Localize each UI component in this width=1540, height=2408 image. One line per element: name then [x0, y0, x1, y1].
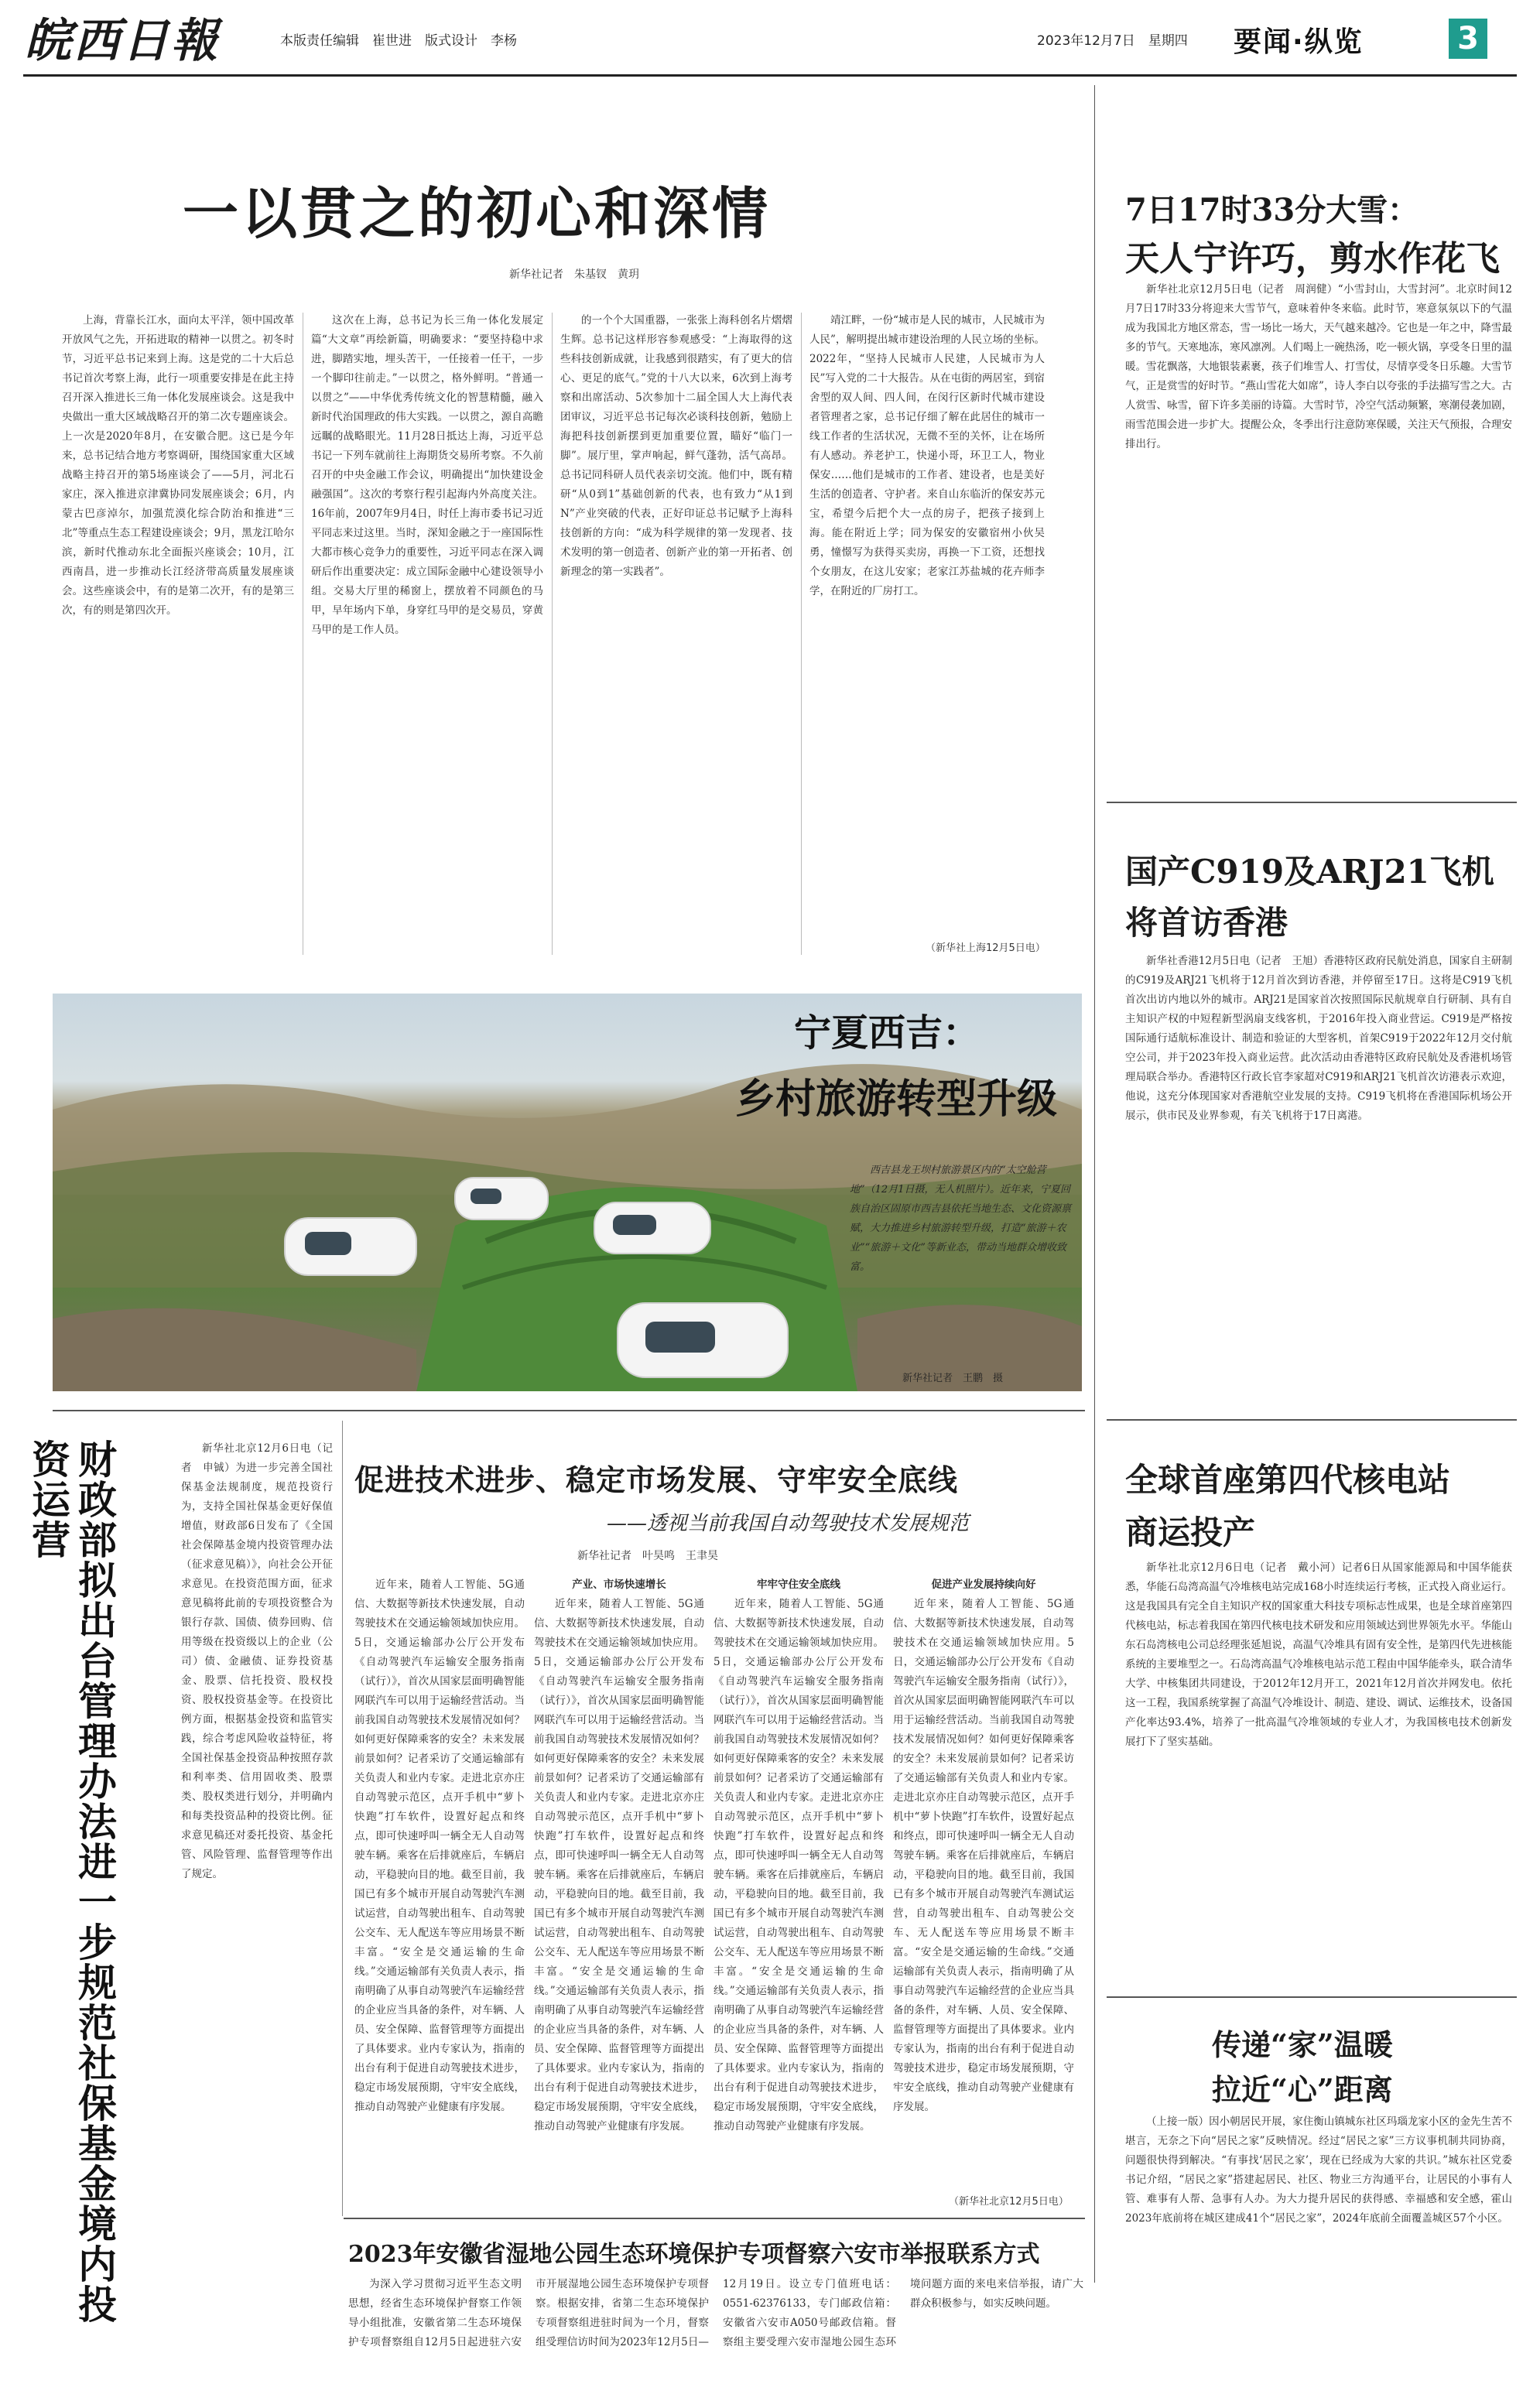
lead-byline: 新华社记者 朱基钗 黄玥: [509, 269, 639, 281]
aircraft-headline-1: 国产C919及ARJ21飞机: [1125, 853, 1494, 891]
aircraft-headline-2: 将首访香港: [1125, 904, 1288, 942]
community-story-body: （上接一版）因小朝居民开展，家住衡山镇城东社区玛瑙龙家小区的金先生苦不堪言，无奈之下向“居民之家”反映情况。经过“居民之家”三方议事机制共同协商，问题很快得到解决。“有事找‘居民之家’，现在已经成为大家的共识。”城东社区党委书记介绍，“居民之家”搭建起居民、社区、物业三方沟通平台，让居民的小事有人管、难事有人帮、急事有人办。为大力提升居民的获得感、幸福感和安全感，霍山2023年底前将在城区建成41个“居民之家”，2024年底前全面覆盖城区57个小区。: [1125, 2116, 1512, 2225]
newspaper-logo: 皖西日報: [25, 14, 220, 68]
finance-headline: 财政部拟出台管理办法进一步规范社保基金境内投资运营: [26, 1439, 118, 2324]
autonomous-subheadline: ——透视当前我国自动驾驶技术发展规范: [607, 1512, 970, 1535]
ningxia-photo-credit: 新华社记者 王鹏 摄: [902, 1373, 1004, 1384]
editors-credit: 本版责任编辑 崔世进 版式设计 李杨: [280, 33, 517, 49]
section-name: 要闻·纵览: [1234, 26, 1364, 58]
nuclear-story-body: 新华社北京12月6日电（记者 戴小河）记者6日从国家能源局和中国华能获悉，华能石岛湾高温气冷堆核电站完成168小时连续运行考核，正式投入商业运行。这是我国具有完全自主知识产权的国家重大科技专项标志性成果，也是全球首座第四代核电站，标志着我国在第四代核电技术研发和应用领域达到世界领先水平。华能山东石岛湾核电公司总经理张延旭说，高温气冷堆具有固有安全性，是第四代先进核能系统的主要堆型之一。石岛湾高温气冷堆核电站示范工程由中国华能牵头，联合清华大学、中核集团共同建设，于2012年12月开工，2021年12月首次并网发电。依托这一工程，我国系统掌握了高温气冷堆设计、制造、建设、调试、运维技术，设备国产化率达93.4%，培养了一批高温气冷堆领域的专业人才，为我国核电技术创新发展打下了坚实基础。: [1125, 1561, 1512, 1748]
aircraft-story-body: 新华社香港12月5日电（记者 王旭）香港特区政府民航处消息，国家自主研制的C919及ARJ21飞机将于12月首次到访香港，并停留至17日。这将是C919飞机首次出访内地以外的城市。ARJ21是国家首次按照国际民航规章自行研制、具有自主知识产权的中短程新型涡扇支线客机，于2016年投入商业营运。C919是严格按国际通行适航标准设计、制造和验证的大型客机，首架C919于2022年12月交付航空公司，并于2023年投入商业运营。此次活动由香港特区政府民航处及香港机场管理局联合举办。香港特区行政长官李家超对C919和ARJ21飞机首次访港表示欢迎，他说，这充分体现国家对香港航空业发展的支持。C919飞机将在香港国际机场公开展示，供市民及业界参观，有关飞机将于17日离港。: [1125, 955, 1512, 1122]
finance-divider: [342, 1421, 343, 2216]
lead-column-3: 的一个个大国重器，一张张上海科创名片熠熠生辉。总书记这样形容参观感受：“上海取得的这些科技创新成就，让我感到很踏实，有了更大的信心、更足的底气。”党的十八大以来，6次到上海考察和出席活动、5次参加十二届全国人大上海代表团审议，习近平总书记每次必谈科技创新，勉励上海把科技创新摆到更加重要位置，瞄好“临门一脚”。展厅里，掌声响起，鲜气蓬勃，活气高昂。总书记同科研人员代表亲切交流。他们中，既有精研“从0到1”基础创新的代表，也有致力“从1到N”产业突破的代表，正好印证总书记赋予上海科技创新的方向：“成为科学规律的第一发现者、技术发明的第一创造者、创新产业的第一开拓者、创新理念的第一实践者”。: [560, 314, 792, 578]
ningxia-caption: 西吉县龙王坝村旅游景区内的“太空舱营地”（12月1日摄，无人机照片）。近年来，宁夏回族自治区固原市西吉县依托当地生态、文化资源禀赋，大力推进乡村旅游转型升级，打造“旅游＋农业”“旅游＋文化”等新业态，带动当地群众增收致富。: [850, 1165, 1072, 1273]
lower-section-rule: [53, 1410, 1085, 1411]
community-headline-2: 拉近“心”距离: [1212, 2072, 1393, 2107]
issue-date: 2023年12月7日 星期四: [1037, 33, 1188, 49]
masthead: [0, 0, 1540, 80]
lead-headline: 一以贯之的初心和深情: [183, 180, 772, 246]
snow-headline-1: 7日17时33分大雪：: [1125, 192, 1419, 228]
lead-column-2: 这次在上海，总书记为长三角一体化发展定篇“大文章”再绘新篇，明确要求：“要坚持稳中求进，脚踏实地，埋头苦干，一任接着一任干，一步一个脚印往前走。”一以贯之，格外鲜明。“普通一以贯之”——中华优秀传统文化的智慧精髓，融入新时代治国理政的伟大实践。一以贯之，源自高瞻远瞩的战略眼光。11月28日抵达上海，习近平总书记一下列车就前往上海期货交易所考察。不久前召开的中央金融工作会议，明确提出“加快建设金融强国”。这次的考察行程引起海内外高度关注。16年前，2007年9月4日，时任上海市委书记习近平同志来过这里。当时，深知金融之于一座国际性大都市核心竞争力的重要性，习近平同志在深入调研后作出重要决定：成立国际金融中心建设领导小组。交易大厅里的稀窗上，摆放着不同颜色的马甲，早年场内下单，身穿红马甲的是交易员，穿黄马甲的是工作人员。: [311, 314, 543, 636]
autonomous-column-3: 牢牢守住安全底线 近年来，随着人工智能、5G通信、大数据等新技术快速发展，自动驾驶技术在交通运输领域加快应用。5日，交通运输部办公厅公开发布《自动驾驶汽车运输安全服务指南（试行）》，首次从国家层面明确智能网联汽车可以用于运输经营活动。当前我国自动驾驶技术发展情况如何？如何更好保障乘客的安全？未来发展前景如何？记者采访了交通运输部有关负责人和业内专家。走进北京亦庄自动驾驶示范区，点开手机中“萝卜快跑”打车软件，设置好起点和终点，即可快速呼叫一辆全无人自动驾驶车辆。乘客在后排就座后，车辆启动，平稳驶向目的地。截至目前，我国已有多个城市开展自动驾驶汽车测试运营，自动驾驶出租车、自动驾驶公交车、无人配送车等应用场景不断丰富。“安全是交通运输的生命线。”交通运输部有关负责人表示，指南明确了从事自动驾驶汽车运输经营的企业应当具备的条件，对车辆、人员、安全保障、监督管理等方面提出了具体要求。业内专家认为，指南的出台有利于促进自动驾驶技术进步，稳定市场发展预期，守牢安全底线，推动自动驾驶产业健康有序发展。: [714, 1579, 884, 2133]
autonomous-column-4: 促进产业发展持续向好 近年来，随着人工智能、5G通信、大数据等新技术快速发展，自动驾驶技术在交通运输领域加快应用。5日，交通运输部办公厅公开发布《自动驾驶汽车运输安全服务指南（试行）》，首次从国家层面明确智能网联汽车可以用于运输经营活动。当前我国自动驾驶技术发展情况如何？如何更好保障乘客的安全？未来发展前景如何？记者采访了交通运输部有关负责人和业内专家。走进北京亦庄自动驾驶示范区，点开手机中“萝卜快跑”打车软件，设置好起点和终点，即可快速呼叫一辆全无人自动驾驶车辆。乘客在后排就座后，车辆启动，平稳驶向目的地。截至目前，我国已有多个城市开展自动驾驶汽车测试运营，自动驾驶出租车、自动驾驶公交车、无人配送车等应用场景不断丰富。“安全是交通运输的生命线。”交通运输部有关负责人表示，指南明确了从事自动驾驶汽车运输经营的企业应当具备的条件，对车辆、人员、安全保障、监督管理等方面提出了具体要求。业内专家认为，指南的出台有利于促进自动驾驶技术进步，稳定市场发展预期，守牢安全底线，推动自动驾驶产业健康有序发展。: [893, 1579, 1074, 2113]
lead-dateline: （新华社上海12月5日电）: [926, 942, 1045, 954]
lead-column-4: 靖江畔，一份“城市是人民的城市，人民城市为人民”，解明提出城市建设治理的人民立场的坐标。2022年，“坚持人民城市人民建，人民城市为人民”写入党的二十大报告。从在屯街的两居室，到宿舍型的双人间、四人间，在闵行区新时代城市建设者管理者之家，总书记仔细了解在此居住的城市一线工作者的生活状况，无微不至的关怀，让在场所有人感动。养老护工，快递小哥，环卫工人，物业保安……他们是城市的工作者、建设者，也是美好生活的创造者、守护者。来自山东临沂的保安苏元宝，希望今后把个大一点的房子，把孩子接到上海。能在附近上学；同为保安的安徽宿州小伙吴勇，憧憬写为获得买卖房，再换一下工资，还想找个女朋友，在这儿安家；老家江苏盐城的花卉师李学，在附近的厂房打工。: [809, 314, 1045, 597]
community-headline-1: 传递“家”温暖: [1212, 2027, 1393, 2062]
nuclear-headline-1: 全球首座第四代核电站: [1125, 1461, 1451, 1499]
autonomous-column-1: 近年来，随着人工智能、5G通信、大数据等新技术快速发展，自动驾驶技术在交通运输领域加快应用。5日，交通运输部办公厅公开发布《自动驾驶汽车运输安全服务指南（试行）》，首次从国家层面明确智能网联汽车可以用于运输经营活动。当前我国自动驾驶技术发展情况如何？如何更好保障乘客的安全？未来发展前景如何？记者采访了交通运输部有关负责人和业内专家。走进北京亦庄自动驾驶示范区，点开手机中“萝卜快跑”打车软件，设置好起点和终点，即可快速呼叫一辆全无人自动驾驶车辆。乘客在后排就座后，车辆启动，平稳驶向目的地。截至目前，我国已有多个城市开展自动驾驶汽车测试运营，自动驾驶出租车、自动驾驶公交车、无人配送车等应用场景不断丰富。“安全是交通运输的生命线。”交通运输部有关负责人表示，指南明确了从事自动驾驶汽车运输经营的企业应当具备的条件，对车辆、人员、安全保障、监督管理等方面提出了具体要求。业内专家认为，指南的出台有利于促进自动驾驶技术进步，稳定市场发展预期，守牢安全底线，推动自动驾驶产业健康有序发展。: [354, 1579, 525, 2113]
snow-headline-2: 天人宁许巧，剪水作花飞: [1125, 239, 1500, 279]
finance-story-body: 新华社北京12月6日电（记者 申铖）为进一步完善全国社保基金法规制度，规范投资行为，支持全国社保基金更好保值增值，财政部6日发布了《全国社会保障基金境内投资管理办法（征求意见稿）》，向社会公开征求意见。在投资范围方面，征求意见稿将此前的专项投资整合为银行存款、国债、债券回购、信用等级在投资级以上的企业（公司）债、金融债、证券投资基金、股票、信托投资、股权投资、股权投资基金等。在投资比例方面，根据基金投资和监管实践，综合考虑风险收益特征，将全国社保基金投资品种按照存款和利率类、信用固收类、股票类、股权类进行划分，并明确内和每类投资品种的投资比例。征求意见稿还对委托投资、基金托管、风险管理、监督管理等作出了规定。: [181, 1442, 333, 1880]
right-rule-1: [1107, 802, 1517, 803]
masthead-rule: [23, 74, 1517, 77]
ningxia-headline-1: 宁夏西吉：: [794, 1011, 980, 1055]
lead-divider-2: [552, 313, 553, 955]
right-rule-3: [1107, 1996, 1517, 1998]
autonomous-byline: 新华社记者 叶昊鸣 王聿昊: [577, 1550, 718, 1562]
autonomous-dateline: （新华社北京12月5日电）: [949, 2196, 1069, 2208]
right-rule-2: [1107, 1419, 1517, 1421]
bottom-headline: 2023年安徽省湿地公园生态环境保护专项督察六安市举报联系方式: [348, 2241, 1040, 2268]
autonomous-column-2: 产业、市场快速增长 近年来，随着人工智能、5G通信、大数据等新技术快速发展，自动驾驶技术在交通运输领域加快应用。5日，交通运输部办公厅公开发布《自动驾驶汽车运输安全服务指南（试行）》，首次从国家层面明确智能网联汽车可以用于运输经营活动。当前我国自动驾驶技术发展情况如何？如何更好保障乘客的安全？未来发展前景如何？记者采访了交通运输部有关负责人和业内专家。走进北京亦庄自动驾驶示范区，点开手机中“萝卜快跑”打车软件，设置好起点和终点，即可快速呼叫一辆全无人自动驾驶车辆。乘客在后排就座后，车辆启动，平稳驶向目的地。截至目前，我国已有多个城市开展自动驾驶汽车测试运营，自动驾驶出租车、自动驾驶公交车、无人配送车等应用场景不断丰富。“安全是交通运输的生命线。”交通运输部有关负责人表示，指南明确了从事自动驾驶汽车运输经营的企业应当具备的条件，对车辆、人员、安全保障、监督管理等方面提出了具体要求。业内专家认为，指南的出台有利于促进自动驾驶技术进步，稳定市场发展预期，守牢安全底线，推动自动驾驶产业健康有序发展。: [534, 1579, 704, 2133]
bottom-story-body: 为深入学习贯彻习近平生态文明思想，经省生态环境保护督察工作领导小组批准，安徽省第二生态环境保护专项督察组自12月5日起进驻六安市开展湿地公园生态环境保护专项督察。根据安排，省第二生态环境保护专项督察组进驻时间为一个月，督察组受理信访时间为2023年12月5日—12月19日。设立专门值班电话：0551-62376133，专门邮政信箱：安徽省六安市A050号邮政信箱。督察组主要受理六安市湿地公园生态环境问题方面的来电来信举报，请广大群众积极参与，如实反映问题。: [348, 2278, 1083, 2348]
right-column-divider: [1094, 85, 1095, 2283]
page-number-badge: 3: [1449, 19, 1487, 59]
ningxia-headline-2: 乡村旅游转型升级: [735, 1076, 1058, 1123]
autonomous-headline: 促进技术进步、稳定市场发展、守牢安全底线: [354, 1462, 959, 1497]
bottom-section-rule: [344, 2218, 1085, 2219]
snow-story-body: 新华社北京12月5日电（记者 周润健）“小雪封山，大雪封河”。北京时间12月7日17时33分将迎来大雪节气，意味着仲冬来临。此时节，寒意氛氛以下的气温成为我国北方地区常态，雪一场比一场大，天气越来越冷。它也是一年之中，降雪最多的节气。天寒地冻，寒风凛冽。人们喝上一碗热汤，吃一顿火锅，享受冬日里的温暖。雪花飘落，大地银装素裹，孩子们堆雪人、打雪仗，尽情享受冬日乐趣。大雪节气，正是赏雪的好时节。“燕山雪花大如席”，诗人李白以夸张的手法描写雪之大。古人赏雪、咏雪，留下许多美丽的诗篇。大雪时节，冷空气活动频繁，寒潮侵袭加剧，雨雪范围会进一步扩大。提醒公众，冬季出行注意防寒保暖，关注天气预报，合理安排出行。: [1125, 283, 1512, 450]
lead-column-1: 上海，背靠长江水，面向太平洋，领中国改革开放风气之先，开拓进取的精神一以贯之。初冬时节，习近平总书记来到上海。这是党的二十大后总书记首次考察上海，此行一项重要安排是在此主持召开深入推进长三角一体化发展座谈会。这是我中央做出一重大区域战略召开的第二次专题座谈会。上一次是2020年8月，在安徽合肥。这已是今年来，总书记结合地方考察调研，围绕国家重大区域战略主持召开的第5场座谈会了——5月，河北石家庄，深入推进京津冀协同发展座谈会；6月，内蒙古巴彦淖尔，加强荒漠化综合防治和推进“三北”等重点生态工程建设座谈会；9月，黑龙江哈尔滨，新时代推动东北全面振兴座谈会；10月，江西南昌，进一步推动长江经济带高质量发展座谈会。这些座谈会中，有的是第二次开，有的是第三次，有的则是第四次开。: [62, 314, 294, 617]
lead-divider-3: [801, 313, 802, 955]
finance-story-body-cont: [68, 2040, 333, 2338]
nuclear-headline-2: 商运投产: [1125, 1514, 1256, 1551]
